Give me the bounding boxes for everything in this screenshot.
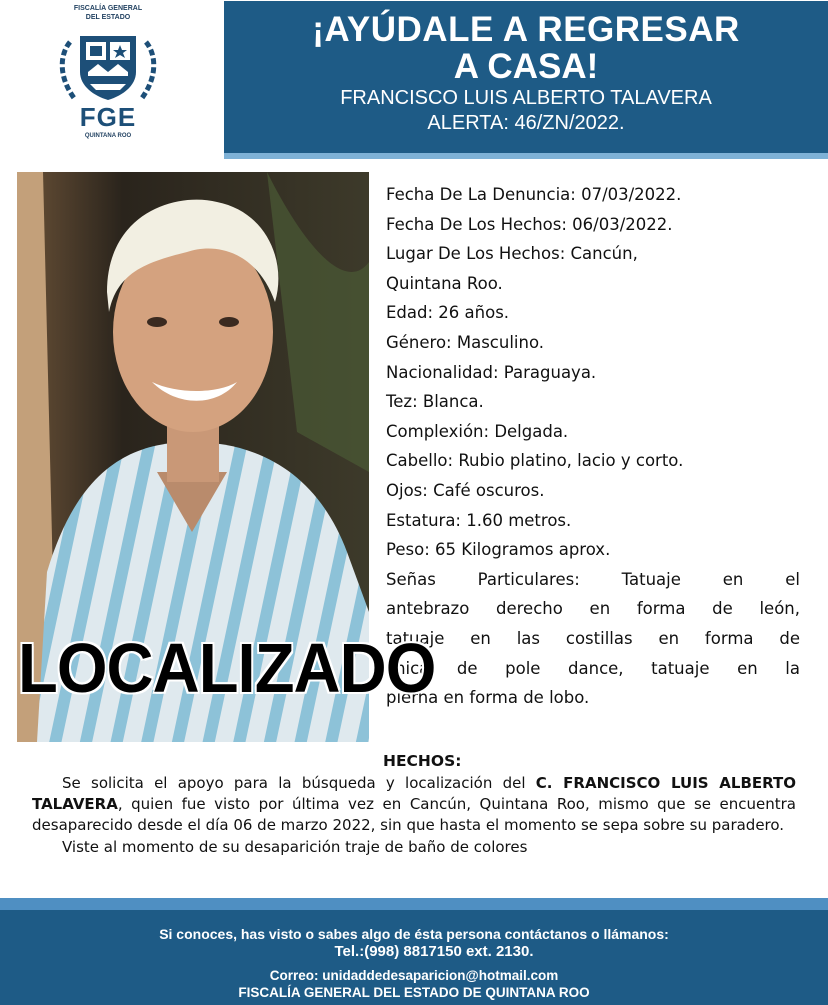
lugar-hechos-cont: Quintana Roo. (386, 273, 503, 293)
senas-line1: Señas Particulares: Tatuaje en el (386, 569, 800, 589)
banner-heading-line2: A CASA! (453, 47, 599, 86)
banner-heading-line1: ¡AYÚDALE A REGRESAR (312, 10, 740, 49)
hechos-p1-a: Se solicita el apoyo para la búsqueda y localización del (62, 774, 536, 792)
edad: Edad: 26 años. (386, 303, 510, 323)
hechos-person-name: C. FRANCISCO LUIS ALBERTO TALAVERA (32, 774, 796, 813)
senas-line4: chica de pole dance, tatuaje en la (386, 658, 800, 678)
header-banner (224, 1, 828, 159)
senas-line5: pierna en forma de lobo. (386, 688, 590, 708)
footer-contact-prompt: Si conoces, has visto o sabes algo de ésta persona contáctanos o llámanos: (159, 926, 669, 942)
logo-acronym: FGE (79, 102, 137, 132)
footer-email: Correo: unidaddedesaparicion@hotmail.com (269, 968, 559, 983)
senas-line3: tatuaje en las costillas en forma de (386, 628, 800, 648)
logo-state: QUINTANA ROO (84, 133, 132, 139)
cabello: Cabello: Rubio platino, lacio y corto. (386, 451, 684, 471)
footer-org: FISCALÍA GENERAL DEL ESTADO DE QUINTANA ROO (238, 985, 590, 1000)
localizado-stamp: LOCALIZADO (18, 629, 436, 707)
shield-emblem-icon (48, 24, 168, 106)
complexion: Complexión: Delgada. (386, 421, 569, 441)
senas-line2: antebrazo derecho en forma de león, (386, 599, 800, 619)
hechos-p1-b: , quien fue visto por última vez en Cancún, Quintana Roo, mismo que se encuentra desaparecido desde el día 06 de marzo 2022, sin que hasta el momento se sepa sobre su paradero. (32, 795, 796, 834)
tez: Tez: Blanca. (386, 392, 484, 412)
genero: Género: Masculino. (386, 332, 545, 352)
alert-number: ALERTA: 46/ZN/2022. (427, 112, 625, 134)
fge-logo (20, 4, 196, 154)
lugar-hechos: Lugar De Los Hechos: Cancún, (386, 244, 638, 264)
logo-org-line2: DEL ESTADO (85, 14, 131, 21)
person-details (386, 180, 800, 713)
estatura: Estatura: 1.60 metros. (386, 510, 572, 530)
logo-org-line1: FISCALÍA GENERAL (73, 5, 143, 12)
fecha-denuncia: Fecha De La Denuncia: 07/03/2022. (386, 185, 682, 204)
hechos-text (32, 773, 796, 858)
contact-footer (0, 898, 828, 1005)
peso: Peso: 65 Kilogramos aprox. (386, 540, 611, 560)
fecha-hechos: Fecha De Los Hechos: 06/03/2022. (386, 214, 673, 234)
hechos-clothing: Viste al momento de su desaparición traje de baño de colores (62, 838, 528, 856)
hechos-title: HECHOS: (383, 752, 462, 770)
footer-phone: Tel.:(998) 8817150 ext. 2130. (334, 943, 534, 960)
person-name: FRANCISCO LUIS ALBERTO TALAVERA (340, 87, 712, 109)
ojos: Ojos: Café oscuros. (386, 480, 545, 500)
nacionalidad: Nacionalidad: Paraguaya. (386, 362, 597, 382)
